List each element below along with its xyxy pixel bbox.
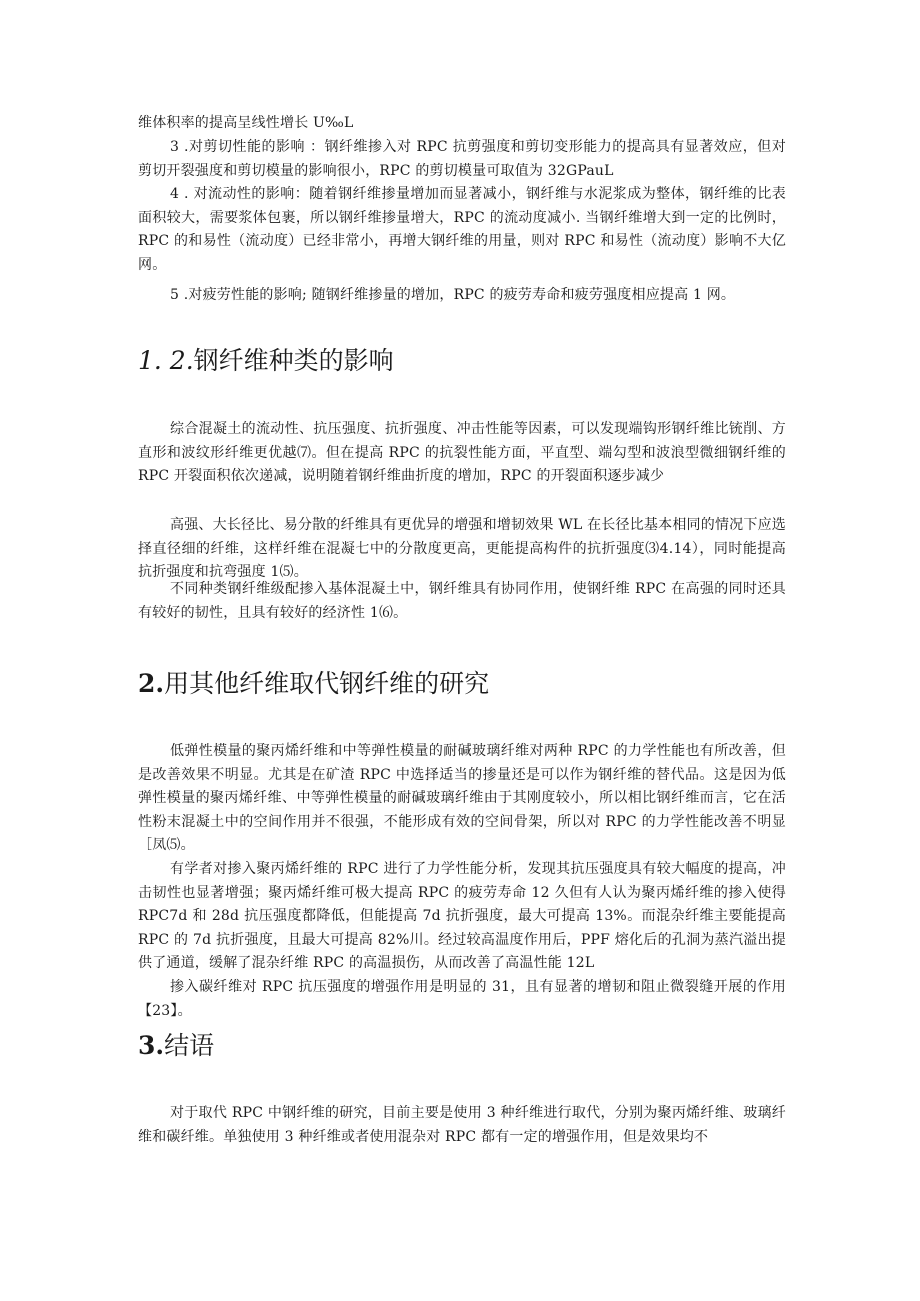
section-number: 3.	[138, 1031, 165, 1060]
section-heading-2	[138, 669, 489, 699]
paragraph-hybrid-steel-fibers: 不同种类钢纤维级配掺入基体混凝土中，钢纤维具有协同作用，使钢纤维 RPC 在高强的同时还具有较好的韧性，且具有较好的经济性 1⑹。	[138, 581, 786, 621]
section-heading-3	[138, 1031, 214, 1061]
section-title: 钢纤维种类的影响	[193, 346, 394, 375]
section-heading-1-2	[138, 346, 394, 376]
paragraph-flowability: 4 . 对流动性的影响：随着钢纤维掺量增加而显著减小，钢纤维与水泥浆成为整体，钢纤维的比表面积较大，需要浆体包裹，所以钢纤维掺量增大，RPC 的流动度减小. 当钢纤维增大到一定的比例时，RPC 的和易性（流动度）已经非常小，再增大钢纤维的用量，则对 RPC 和易性（流动度）影响不大亿网。	[138, 186, 786, 273]
paragraph-polypropylene-glass: 低弹性模量的聚丙烯纤维和中等弹性模量的耐碱玻璃纤维对两种 RPC 的力学性能也有所改善，但是改善效果不明显。尤其是在矿渣 RPC 中选择适当的掺量还是可以作为钢纤维的替代品。这是因为低弹性模量的聚丙烯纤维、中等弹性模量的耐碱玻璃纤维由于其刚度较小，所以相比钢纤维而言，它在活性粉末混凝土中的空间作用并不很强，不能形成有效的空间骨架，所以对 RPC 的力学性能改善不明显［凤⑸。	[138, 743, 786, 853]
paragraph-carbon-fiber: 掺入碳纤维对 RPC 抗压强度的增强作用是明显的 31，且有显著的增韧和阻止微裂缝开展的作用【23】。	[138, 979, 786, 1019]
paragraph-aspect-ratio: 高强、大长径比、易分散的纤维具有更优异的增强和增韧效果 WL 在长径比基本相同的情况下应选择直径细的纤维，这样纤维在混凝七中的分散度更高，更能提高构件的抗折强度⑶4.14），同时能提高抗折强度和抗弯强度 1⑸。	[138, 517, 786, 580]
paragraph-fiber-shape: 综合混凝土的流动性、抗压强度、抗折强度、冲击性能等因素，可以发现端钩形钢纤维比铳削、方直形和波纹形纤维更优越⑺。但在提高 RPC 的抗裂性能方面，平直型、端勾型和波浪型微细钢纤维的 RPC 开裂面积依次递减，说明随着钢纤维曲折度的增加，RPC 的开裂面积逐步减少	[138, 421, 786, 484]
paragraph-conclusion: 对于取代 RPC 中钢纤维的研究，目前主要是使用 3 种纤维进行取代，分别为聚丙烯纤维、玻璃纤维和碳纤维。单独使用 3 种纤维或者使用混杂对 RPC 都有一定的增强作用，但是效果均不	[138, 1105, 786, 1145]
section-title: 结语	[164, 1031, 215, 1060]
section-number: 2.	[138, 669, 165, 698]
paragraph-fiber-volume-tail: 维体积率的提高呈线性增长 U‰L	[138, 115, 354, 131]
paragraph-polypropylene-study: 有学者对掺入聚丙烯纤维的 RPC 进行了力学性能分析，发现其抗压强度具有较大幅度的提高，冲击韧性也显著增强；聚丙烯纤维可极大提高 RPC 的疲劳寿命 12 久但有人认为聚丙烯纤维的掺入使得 RPC7d 和 28d 抗压强度都降低，但能提高 7d 抗折强度，最大可提高 13%。而混杂纤维主要能提高 RPC 的 7d 抗折强度，且最大可提高 82%川。经过较高温度作用后，PPF 熔化后的孔洞为蒸汽溢出提供了通道，缓解了混杂纤维 RPC 的高温损伤，从而改善了高温性能 12L	[138, 861, 786, 971]
section-title: 用其他纤维取代钢纤维的研究	[164, 669, 490, 698]
paragraph-fatigue: 5 .对疲劳性能的影响; 随钢纤维掺量的增加，RPC 的疲劳寿命和疲劳强度相应提高 1 网。	[170, 287, 736, 303]
section-number: 1. 2.	[138, 346, 194, 375]
paragraph-shear-performance: 3 .对剪切性能的影响 ：钢纤维掺入对 RPC 抗剪强度和剪切变形能力的提高具有显著效应，但对剪切开裂强度和剪切模量的影响很小，RPC 的剪切模量可取值为 32GPauL	[138, 139, 786, 179]
